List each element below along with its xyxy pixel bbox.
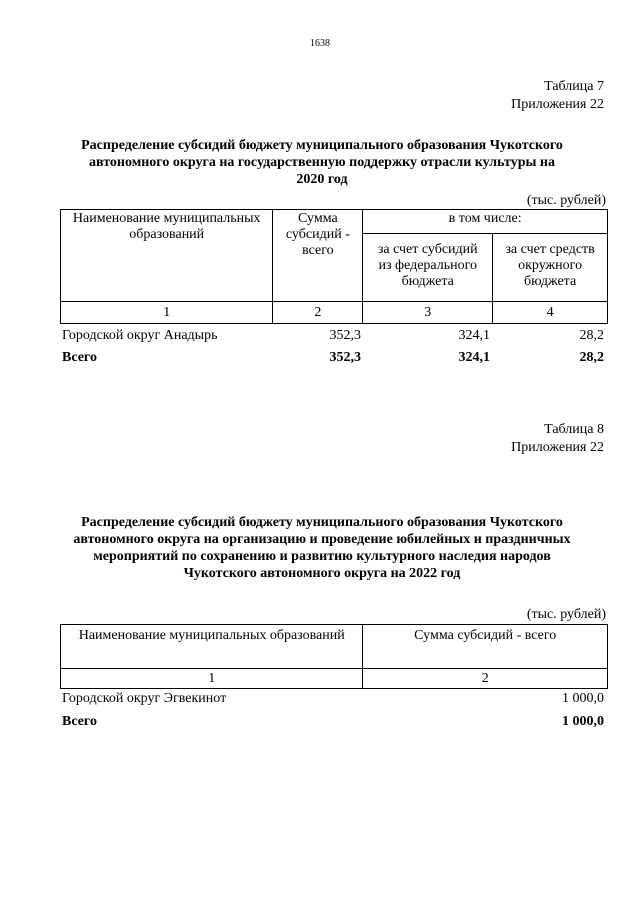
table7-header	[60, 209, 608, 324]
total-label: Всего	[62, 350, 97, 365]
total-row	[0, 350, 640, 368]
table8-title-line: автономного округа на организацию и проведение юбилейных и праздничных	[73, 532, 571, 547]
table7-units: (тыс. рублей)	[526, 193, 606, 208]
table7-header-federal: за счет субсидий из федерального бюджета	[363, 234, 493, 302]
table7-header-total: Сумма субсидий - всего	[273, 210, 363, 302]
table7-header-including: в том числе:	[363, 210, 608, 234]
table7-reference	[511, 78, 604, 114]
row-name: Городской округ Эгвекинот	[62, 691, 227, 706]
total-label: Всего	[62, 714, 97, 729]
table7-title	[60, 137, 584, 188]
total-row	[0, 714, 640, 732]
table-row	[0, 691, 640, 709]
table8-header-total: Сумма субсидий - всего	[363, 625, 608, 669]
table8-header	[60, 624, 608, 689]
table8-units: (тыс. рублей)	[526, 607, 606, 622]
row-district: 28,2	[579, 328, 604, 343]
table7-colnum: 1	[61, 302, 273, 324]
table8-title-line: Чукотского автономного округа на 2022 год	[183, 566, 461, 581]
table7-title-line: Распределение субсидий бюджету муниципального образования Чукотского	[81, 138, 563, 153]
table7-colnum: 2	[273, 302, 363, 324]
row-total: 1 000,0	[562, 691, 604, 706]
table7-title-line: автономного округа на государственную поддержку отрасли культуры на	[89, 155, 555, 170]
total-sum: 352,3	[329, 350, 361, 365]
table8-title-line: мероприятий по сохранению и развитию культурного наследия народов	[93, 549, 551, 564]
total-federal: 324,1	[458, 350, 490, 365]
table7-header-name: Наименование муниципальных образований	[61, 210, 273, 302]
row-total: 352,3	[329, 328, 361, 343]
table8-header-name: Наименование муниципальных образований	[61, 625, 363, 669]
page-number: 1638	[310, 38, 330, 49]
table8-colnum: 1	[61, 669, 363, 689]
table8-colnum: 2	[363, 669, 608, 689]
row-name: Городской округ Анадырь	[62, 328, 218, 343]
total-sum: 1 000,0	[562, 714, 604, 729]
row-federal: 324,1	[458, 328, 490, 343]
total-district: 28,2	[579, 350, 604, 365]
table8-reference	[511, 421, 604, 457]
table8-title-line: Распределение субсидий бюджету муниципального образования Чукотского	[81, 515, 563, 530]
table7-ref-appendix: Приложения 22	[511, 97, 604, 112]
table-row	[0, 328, 640, 346]
table8-ref-table: Таблица 8	[544, 422, 604, 437]
table7-colnum: 3	[363, 302, 493, 324]
table7-title-line: 2020 год	[296, 172, 348, 187]
table7-ref-table: Таблица 7	[544, 79, 604, 94]
table8-ref-appendix: Приложения 22	[511, 440, 604, 455]
table7-header-district: за счет средств окружного бюджета	[493, 234, 608, 302]
table7-colnum: 4	[493, 302, 608, 324]
table8-title	[60, 514, 584, 582]
